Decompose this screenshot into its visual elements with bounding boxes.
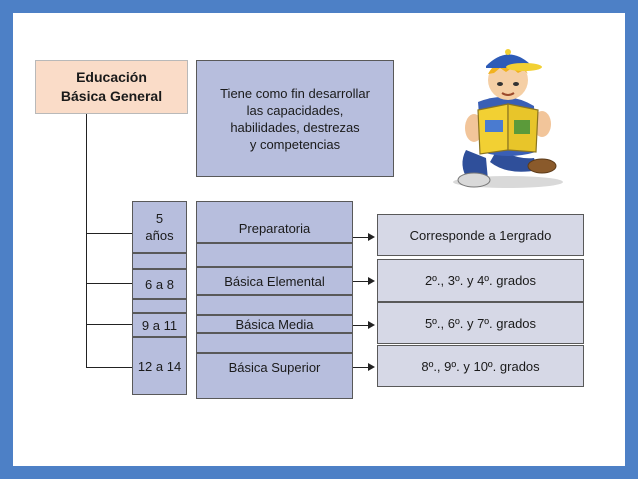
purpose-line4: y competencias: [249, 136, 341, 152]
grade-box-media: [377, 302, 584, 344]
arrow-head-row1: [368, 233, 375, 241]
level-label: Básica Elemental: [224, 273, 325, 289]
level-spacer-3: [196, 333, 353, 353]
age-box-elemental: [132, 269, 187, 299]
arrow-head-row3: [368, 321, 375, 329]
level-label: Preparatoria: [238, 220, 311, 236]
connector-to-preparatoria: [86, 233, 133, 234]
age-label-line1: 5: [155, 211, 164, 226]
level-box-media: [196, 315, 353, 333]
level-label: Básica Superior: [228, 360, 321, 375]
purpose-line3: habilidades, destrezas: [230, 119, 360, 135]
main-title-line2: Básica General: [60, 88, 163, 104]
age-label-line2: años: [145, 228, 174, 243]
level-box-superior: [196, 353, 353, 399]
purpose-line2: las capacidades,: [246, 102, 344, 118]
purpose-line1: Tiene como fin desarrollar: [220, 85, 370, 101]
level-spacer-2: [196, 295, 353, 315]
age-spacer-1: [132, 253, 187, 269]
grade-box-superior: [377, 345, 584, 387]
level-label: Básica Media: [235, 316, 314, 332]
age-box-superior: [132, 337, 187, 395]
main-title-box: [35, 60, 188, 114]
boy-reading-book-icon: [438, 40, 578, 190]
main-title-line1: Educación: [76, 69, 147, 85]
arrow-head-row2: [368, 277, 375, 285]
grade-box-preparatoria: [377, 214, 584, 256]
level-box-preparatoria: [196, 201, 353, 243]
connector-to-superior: [86, 367, 133, 368]
grade-label: Corresponde a 1ergrado: [409, 227, 552, 243]
grade-label: 8º., 9º. y 10º. grados: [421, 358, 540, 374]
age-label: 6 a 8: [145, 276, 174, 292]
connector-vertical: [86, 114, 87, 368]
age-label: 12 a 14: [137, 358, 182, 374]
age-box-preparatoria: [132, 201, 187, 253]
arrow-head-row4: [368, 363, 375, 371]
purpose-box: [196, 60, 394, 177]
age-spacer-2: [132, 299, 187, 313]
grade-box-elemental: [377, 259, 584, 302]
grade-label: 2º., 3º. y 4º. grados: [424, 273, 537, 288]
level-box-elemental: [196, 267, 353, 295]
age-label: 9 a 11: [141, 317, 178, 333]
connector-to-media: [86, 324, 133, 325]
grade-label: 5º., 6º. y 7º. grados: [424, 315, 537, 331]
age-box-media: [132, 313, 187, 337]
level-spacer-1: [196, 243, 353, 267]
connector-to-elemental: [86, 283, 133, 284]
